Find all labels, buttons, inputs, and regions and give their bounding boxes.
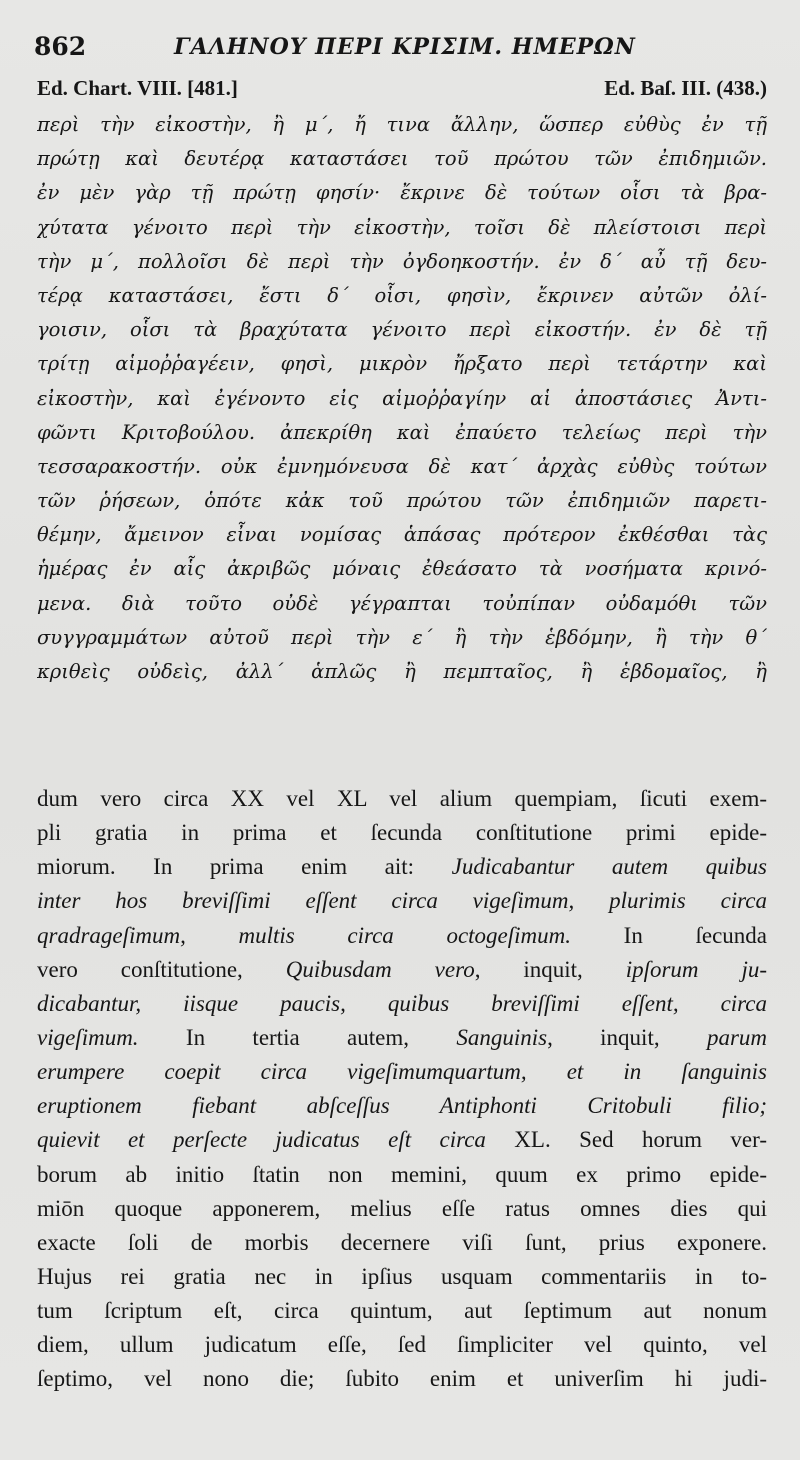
latin-text-line: [37, 1192, 767, 1226]
latin-text-line: [37, 953, 767, 987]
latin-text-line: [37, 1055, 767, 1089]
greek-text-block: [37, 108, 767, 689]
latin-roman-segment: vero conſtitutione,: [37, 956, 286, 982]
edition-reference: [37, 76, 767, 106]
latin-roman-segment: In ſecunda: [571, 922, 767, 948]
greek-text-line: φῶντι Κριτοβούλου. ἀπεκρίθη καὶ ἐπαύετο τελείως περὶ τὴν: [37, 420, 767, 444]
latin-text-line: [37, 1294, 767, 1328]
greek-text-line: ἡμέρας ἐν αἷς ἀκριβῶς μόναις ἐθεάσατο τὰ νοσήματα κρινό-: [37, 557, 767, 581]
edition-reference-left: Ed. Chart. VIII. [481.]: [37, 76, 238, 100]
running-head: ΓΑΛΗΝΟΥ ΠΕΡΙ ΚΡΙΣΙΜ. ΗΜΕΡΩΝ: [174, 34, 636, 60]
latin-roman-segment: pli gratia in prima et ſecunda conſtitutione primi epide-: [37, 820, 767, 846]
latin-italic-segment: Judicabantur autem quibus: [451, 854, 767, 880]
latin-text-line: [37, 987, 767, 1021]
greek-text-line: μενα. διὰ τοῦτο οὐδὲ γέγραπται τοὐπίπαν οὐδαμόθι τῶν: [37, 591, 767, 615]
greek-text-line: τρίτῃ αἱμοῤῥαγέειν, φησὶ, μικρὸν ἤρξατο περὶ τετάρτην καὶ: [37, 352, 767, 376]
greek-text-line: εἰκοστὴν, καὶ ἐγένοντο εἰς αἱμοῤῥαγίην αἱ ἀποστάσιες Ἀντι-: [37, 386, 767, 410]
page-number: 862: [34, 32, 87, 61]
latin-roman-segment: miorum. In prima enim ait:: [37, 854, 452, 880]
edition-reference-right: Ed. Baſ. III. (438.): [604, 76, 767, 100]
latin-italic-segment: erumpere coepit circa vigeſimumquartum, et in ſanguinis: [37, 1059, 767, 1085]
greek-text-line: θέμην, ἄμεινον εἶναι νομίσας ἁπάσας πρότερον ἐκθέσθαι τὰς: [37, 523, 767, 547]
latin-italic-segment: parum: [706, 1024, 767, 1050]
greek-text-line: συγγραμμάτων αὐτοῦ περὶ τὴν ε΄ ἢ τὴν ἑβδόμην, ἢ τὴν θ΄: [37, 625, 767, 649]
page-header: [34, 30, 774, 66]
latin-italic-segment: inter hos breviſſimi eſſent circa vigeſimum, plurimis circa: [37, 888, 767, 914]
latin-text-line: [37, 1158, 767, 1192]
latin-text-line: [37, 884, 767, 918]
greek-text-line: ἐν μὲν γὰρ τῇ πρώτῃ φησίν· ἔκρινε δὲ τούτων οἷσι τὰ βρα-: [37, 181, 767, 205]
latin-text-line: [37, 1362, 767, 1396]
latin-text-line: [37, 1260, 767, 1294]
latin-roman-segment: Hujus rei gratia nec in ipſius usquam commentariis in to-: [37, 1263, 767, 1289]
latin-text-line: [37, 1089, 767, 1123]
latin-italic-segment: ipſorum ju-: [625, 956, 767, 982]
latin-roman-segment: miōn quoque apponerem, melius eſſe ratus omnes dies qui: [37, 1195, 767, 1221]
greek-text-line: χύτατα γένοιτο περὶ τὴν εἰκοστὴν, τοῖσι δὲ πλείστοισι περὶ: [37, 215, 767, 239]
latin-text-line: [37, 1328, 767, 1362]
greek-text-line: τεσσαρακοστήν. οὐκ ἐμνημόνευσα δὲ κατ΄ ἀρχὰς εὐθὺς τούτων: [37, 454, 767, 478]
greek-text-line: τέρᾳ καταστάσει, ἔστι δ΄ οἷσι, φησὶν, ἔκρινεν αὐτῶν ὀλί-: [37, 283, 767, 307]
latin-roman-segment: tum ſcriptum eſt, circa quintum, aut ſeptimum aut nonum: [37, 1298, 767, 1324]
latin-text-line: [37, 816, 767, 850]
latin-text-block: [37, 782, 767, 1397]
latin-text-line: [37, 1226, 767, 1260]
latin-text-line: [37, 919, 767, 953]
latin-text-line: [37, 850, 767, 884]
latin-italic-segment: qradrageſimum, multis circa octogeſimum.: [37, 922, 572, 948]
greek-text-line: τὴν μ΄, πολλοῖσι δὲ περὶ τὴν ὀγδοηκοστήν. ἐν δ΄ αὖ τῇ δευ-: [37, 249, 767, 273]
latin-roman-segment: ſeptimo, vel nono die; ſubito enim et univerſim hi judi-: [37, 1366, 767, 1392]
greek-text-line: πρώτῃ καὶ δευτέρᾳ καταστάσει τοῦ πρώτου τῶν ἐπιδημιῶν.: [37, 147, 767, 171]
latin-roman-segment: In tertia autem,: [138, 1024, 457, 1050]
greek-text-line: περὶ τὴν εἰκοστὴν, ἢ μ΄, ἤ τινα ἄλλην, ὥσπερ εὐθὺς ἐν τῇ: [37, 113, 767, 136]
latin-italic-segment: vigeſimum.: [37, 1024, 139, 1050]
latin-roman-segment: exacte ſoli de morbis decernere viſi ſunt, prius exponere.: [37, 1229, 767, 1255]
latin-italic-segment: dicabantur, iisque paucis, quibus breviſſimi eſſent, circa: [37, 990, 767, 1016]
greek-text-line: κριθεὶς οὐδεὶς, ἀλλ΄ ἁπλῶς ἢ πεμπταῖος, ἢ ἑβδομαῖος, ἢ: [37, 660, 767, 683]
latin-roman-segment: dum vero circa XX vel XL vel alium quempiam, ſicuti exem-: [37, 786, 767, 811]
latin-roman-segment: , inquit,: [547, 1024, 707, 1050]
latin-italic-segment: quievit et perſecte judicatus eſt circa: [37, 1127, 515, 1153]
greek-text-line: γοισιν, οἷσι τὰ βραχύτατα γένοιτο περὶ εἰκοστήν. ἐν δὲ τῇ: [37, 318, 767, 342]
latin-text-line: [37, 1123, 767, 1157]
latin-roman-segment: diem, ullum judicatum eſſe, ſed ſimpliciter vel quinto, vel: [37, 1332, 767, 1358]
latin-roman-segment: , inquit,: [474, 956, 626, 982]
latin-italic-segment: Quibusdam vero: [285, 956, 475, 982]
greek-text-line: τῶν ῥήσεων, ὁπότε κἀκ τοῦ πρώτου τῶν ἐπιδημιῶν παρετι-: [37, 489, 767, 513]
latin-italic-segment: eruptionem fiebant abſceſſus Antiphonti Critobuli filio;: [37, 1093, 767, 1119]
latin-text-line: [37, 782, 767, 816]
latin-roman-segment: XL. Sed horum ver-: [514, 1127, 767, 1153]
latin-text-line: [37, 1021, 767, 1055]
latin-roman-segment: borum ab initio ſtatin non memini, quum ex primo epide-: [37, 1161, 767, 1187]
latin-italic-segment: Sanguinis: [456, 1024, 548, 1050]
